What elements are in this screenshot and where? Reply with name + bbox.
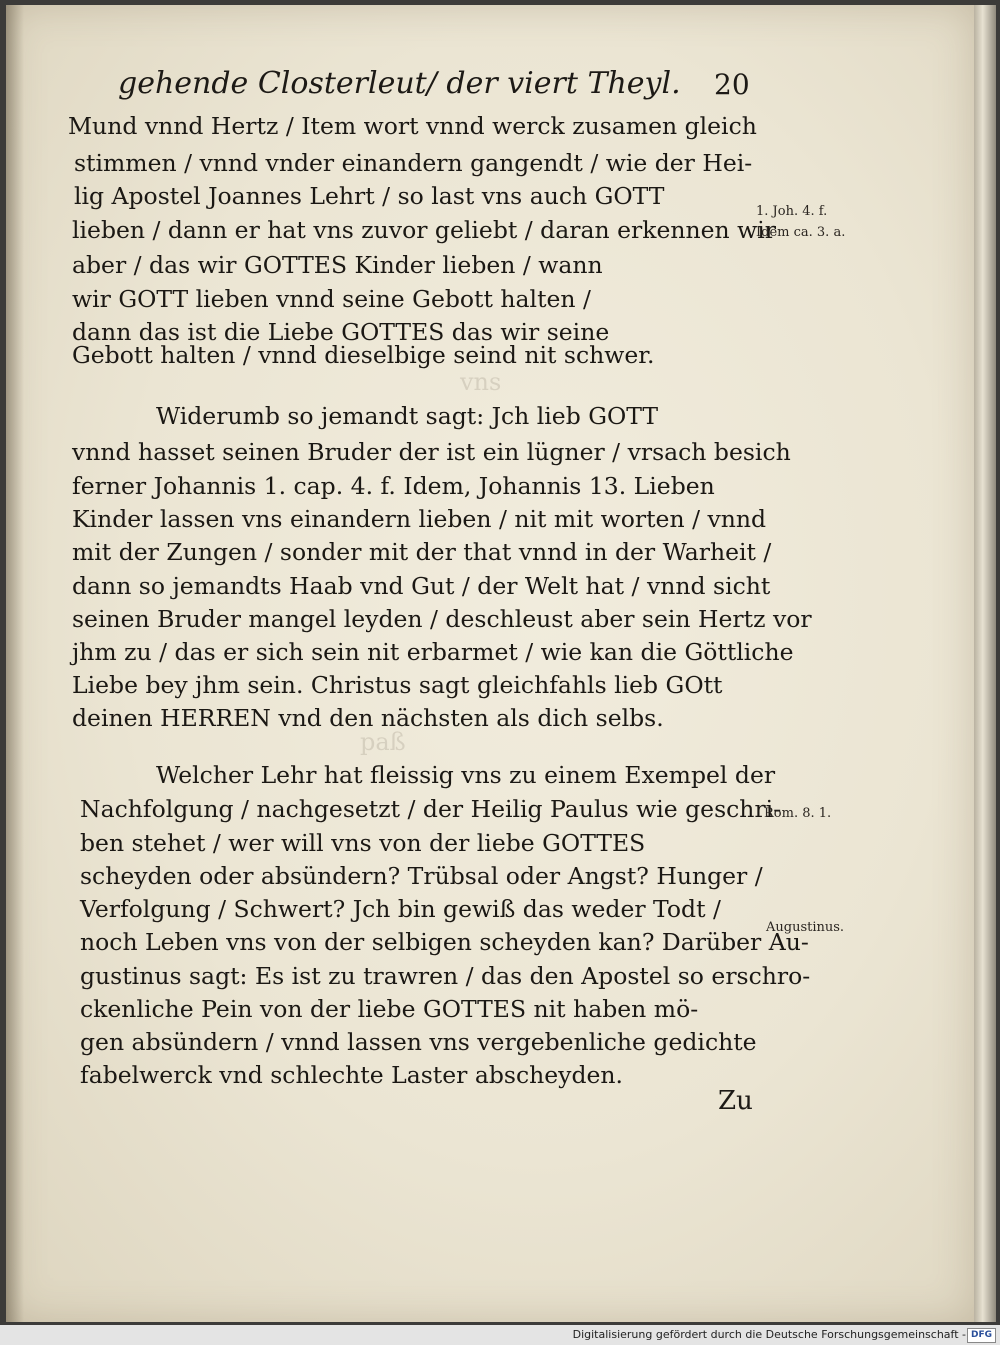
body-line: lieben / dann er hat vns zuvor geliebt / daran erkennen wir bbox=[72, 216, 777, 244]
body-line: Nachfolgung / nachgesetzt / der Heilig Paulus wie geschri- bbox=[80, 795, 782, 823]
running-head: gehende Closterleut/ der viert Theyl. bbox=[118, 66, 681, 101]
body-line: Liebe bey jhm sein. Christus sagt gleichfahls lieb GOtt bbox=[72, 671, 723, 699]
footer-bar bbox=[0, 1325, 1000, 1345]
body-line: Kinder lassen vns einandern lieben / nit mit worten / vnnd bbox=[72, 505, 767, 533]
page-edge bbox=[974, 5, 996, 1322]
binding-shadow bbox=[6, 5, 24, 1322]
page-number: 20 bbox=[714, 68, 750, 101]
body-line: ckenliche Pein von der liebe GOTTES nit haben mö- bbox=[80, 995, 699, 1023]
body-line: mit der Zungen / sonder mit der that vnnd in der Warheit / bbox=[72, 538, 772, 566]
body-line: gen absündern / vnnd lassen vns vergebenliche gedichte bbox=[80, 1028, 757, 1056]
body-line: Widerumb so jemandt sagt: Jch lieb GOTT bbox=[156, 402, 659, 430]
body-line: dann so jemandts Haab vnd Gut / der Welt hat / vnnd sicht bbox=[72, 572, 771, 600]
body-line: vnnd hasset seinen Bruder der ist ein lügner / vrsach besich bbox=[72, 438, 791, 466]
body-line: lig Apostel Joannes Lehrt / so last vns auch GOTT bbox=[74, 182, 665, 210]
body-line: dann das ist die Liebe GOTTES das wir seine bbox=[72, 318, 610, 346]
body-line: deinen HERREN vnd den nächsten als dich selbs. bbox=[72, 704, 664, 732]
body-line: scheyden oder absündern? Trübsal oder Angst? Hunger / bbox=[80, 862, 763, 890]
body-line: gustinus sagt: Es ist zu trawren / das den Apostel so erschro- bbox=[80, 962, 811, 990]
show-through-text: paß bbox=[360, 728, 406, 756]
body-line: stimmen / vnnd vnder einandern gangendt / wie der Hei- bbox=[74, 149, 753, 177]
body-line: seinen Bruder mangel leyden / deschleust aber sein Hertz vor bbox=[72, 605, 812, 633]
body-line: Welcher Lehr hat fleissig vns zu einem Exempel der bbox=[156, 761, 776, 789]
body-line: fabelwerck vnd schlechte Laster abscheyden. bbox=[80, 1061, 624, 1089]
body-line: Mund vnnd Hertz / Item wort vnnd werck zusamen gleich bbox=[68, 112, 757, 140]
dfg-logo-icon: DFG bbox=[967, 1328, 996, 1343]
body-line: wir GOTT lieben vnnd seine Gebott halten / bbox=[72, 285, 591, 313]
show-through-text: vns bbox=[460, 368, 502, 396]
body-line: aber / das wir GOTTES Kinder lieben / wann bbox=[72, 251, 603, 279]
margin-note: Augustinus. bbox=[766, 920, 845, 935]
footer-credit: Digitalisierung gefördert durch die Deutsche Forschungsgemeinschaft - bbox=[572, 1328, 966, 1341]
catchword: Zu bbox=[718, 1086, 753, 1116]
body-line: Verfolgung / Schwert? Jch bin gewiß das weder Todt / bbox=[80, 895, 721, 923]
body-line: noch Leben vns von der selbigen scheyden kan? Darüber Au- bbox=[80, 928, 809, 956]
body-line: jhm zu / das er sich sein nit erbarmet / wie kan die Göttliche bbox=[72, 638, 794, 666]
margin-note: 1. Joh. 4. f. bbox=[756, 204, 828, 219]
body-line: ben stehet / wer will vns von der liebe GOTTES bbox=[80, 829, 646, 857]
margin-note: Idem ca. 3. a. bbox=[756, 225, 846, 240]
body-line: ferner Johannis 1. cap. 4. f. Idem, Johannis 13. Lieben bbox=[72, 472, 715, 500]
margin-note: Rom. 8. 1. bbox=[764, 806, 832, 821]
body-line: Gebott halten / vnnd dieselbige seind nit schwer. bbox=[72, 341, 655, 369]
